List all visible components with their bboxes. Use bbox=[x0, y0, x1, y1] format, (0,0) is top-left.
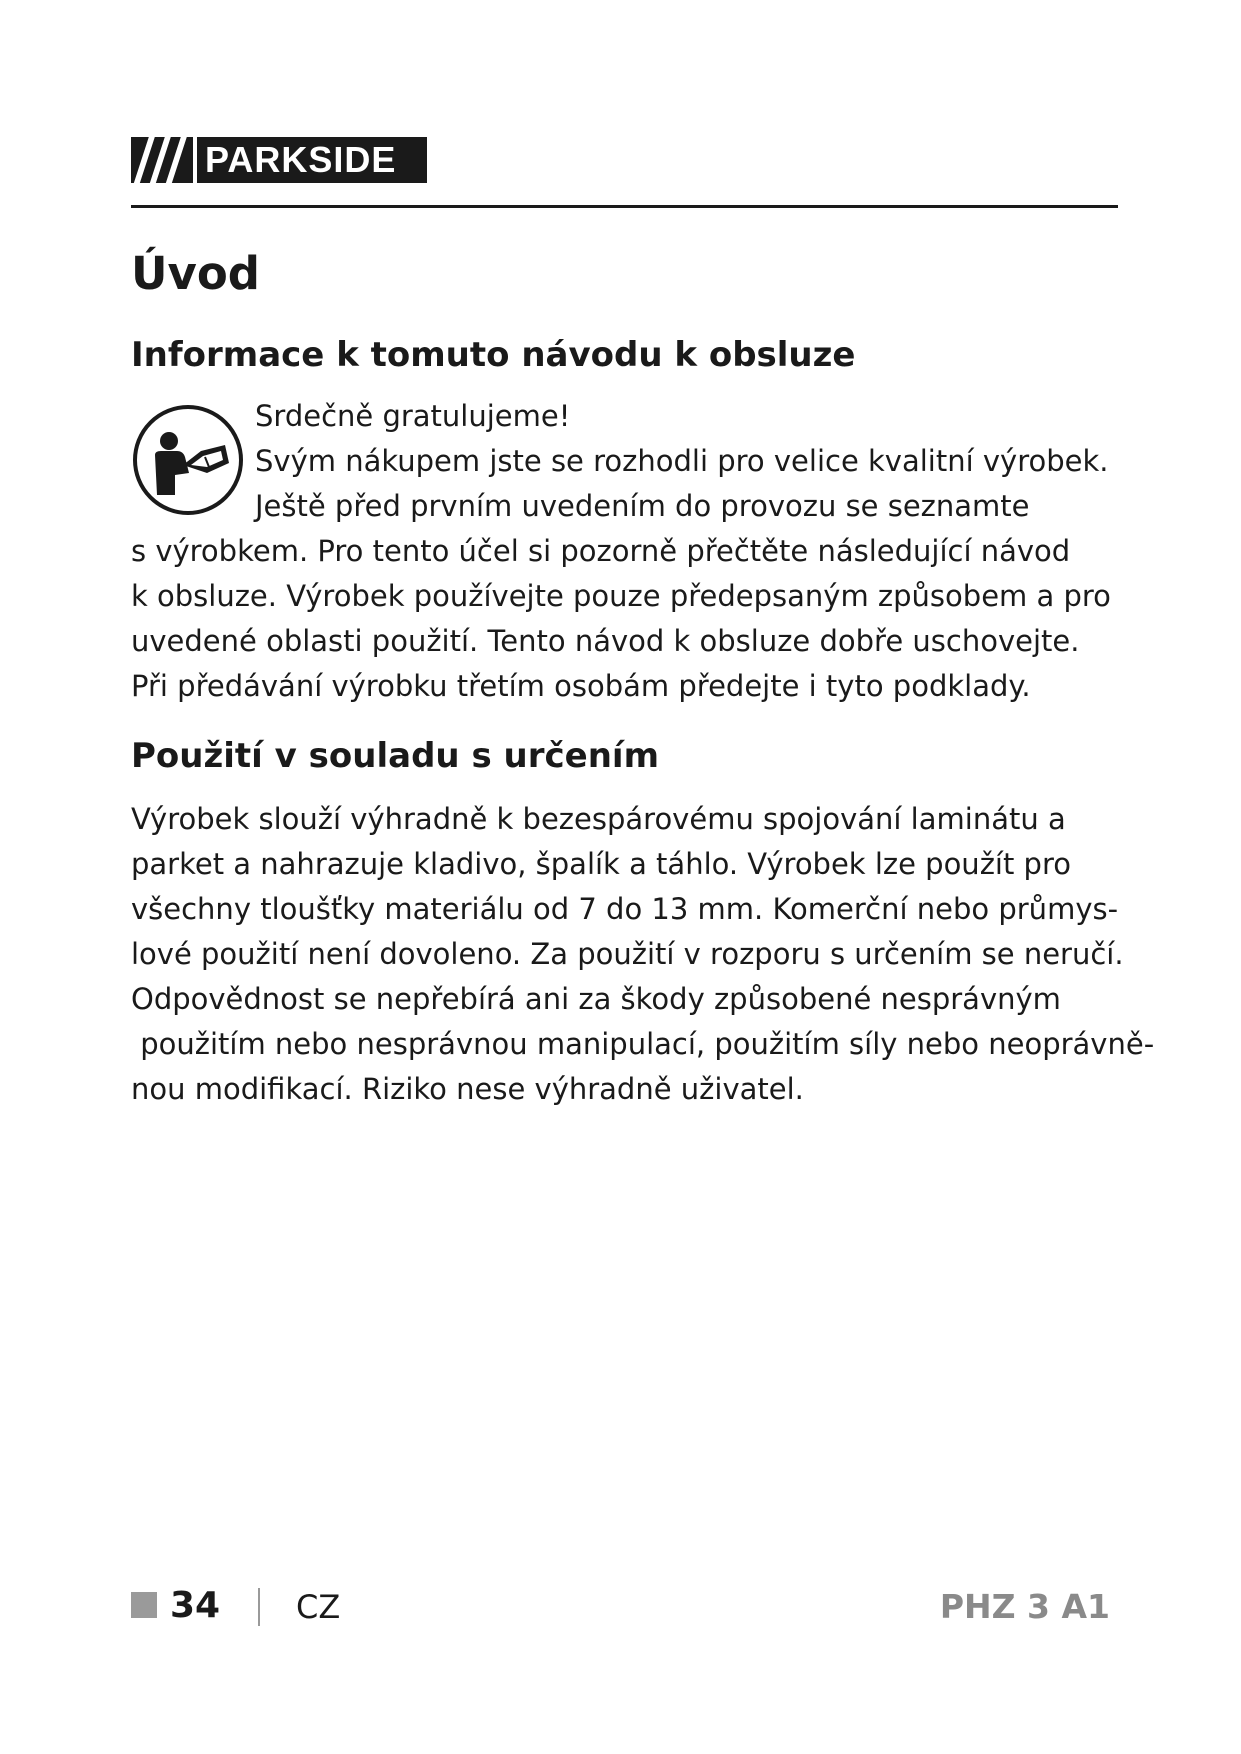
section2-text bbox=[131, 797, 1154, 1112]
text-line: Svým nákupem jste se rozhodli pro velice kvalitní výrobek. bbox=[255, 444, 1109, 478]
text-line: lové použití není dovoleno. Za použití v rozporu s určením se neručí. bbox=[131, 937, 1124, 971]
section-heading-intended-use: Použití v souladu s určením bbox=[131, 736, 659, 776]
text-line: nou modifikací. Riziko nese výhradně uživatel. bbox=[131, 1072, 804, 1106]
model-number: PHZ 3 A1 bbox=[939, 1587, 1110, 1626]
footer-marker-square bbox=[131, 1592, 157, 1618]
read-manual-icon bbox=[131, 403, 245, 517]
page-number: 34 bbox=[170, 1585, 221, 1626]
section1-text-continued bbox=[131, 529, 1111, 709]
language-code: CZ bbox=[296, 1588, 341, 1626]
logo-brand-text: PARKSIDE bbox=[197, 137, 427, 183]
footer-divider bbox=[258, 1588, 260, 1626]
text-line: uvedené oblasti použití. Tento návod k obsluze dobře uschovejte. bbox=[131, 624, 1080, 658]
text-line: Srdečně gratulujeme! bbox=[255, 399, 571, 433]
page-title: Úvod bbox=[131, 247, 261, 300]
section1-text bbox=[255, 394, 1109, 529]
section-heading-manual-info: Informace k tomuto návodu k obsluze bbox=[131, 335, 856, 375]
parkside-logo bbox=[131, 137, 427, 183]
text-line: Výrobek slouží výhradně k bezespárovému spojování laminátu a bbox=[131, 802, 1066, 836]
text-line: všechny tloušťky materiálu od 7 do 13 mm. Komerční nebo průmys- bbox=[131, 892, 1119, 926]
text-line: s výrobkem. Pro tento účel si pozorně přečtěte následující návod bbox=[131, 534, 1071, 568]
text-line: použitím nebo nesprávnou manipulací, použitím síly nebo neoprávně- bbox=[131, 1027, 1155, 1061]
text-line: Ještě před prvním uvedením do provozu se seznamte bbox=[255, 489, 1030, 523]
text-line: Při předávání výrobku třetím osobám předejte i tyto podklady. bbox=[131, 669, 1031, 703]
text-line: Odpovědnost se nepřebírá ani za škody způsobené nesprávným bbox=[131, 982, 1061, 1016]
header-divider bbox=[131, 205, 1118, 208]
text-line: parket a nahrazuje kladivo, špalík a táhlo. Výrobek lze použít pro bbox=[131, 847, 1071, 881]
text-line: k obsluze. Výrobek používejte pouze předepsaným způsobem a pro bbox=[131, 579, 1111, 613]
logo-stripes-icon bbox=[131, 137, 193, 183]
